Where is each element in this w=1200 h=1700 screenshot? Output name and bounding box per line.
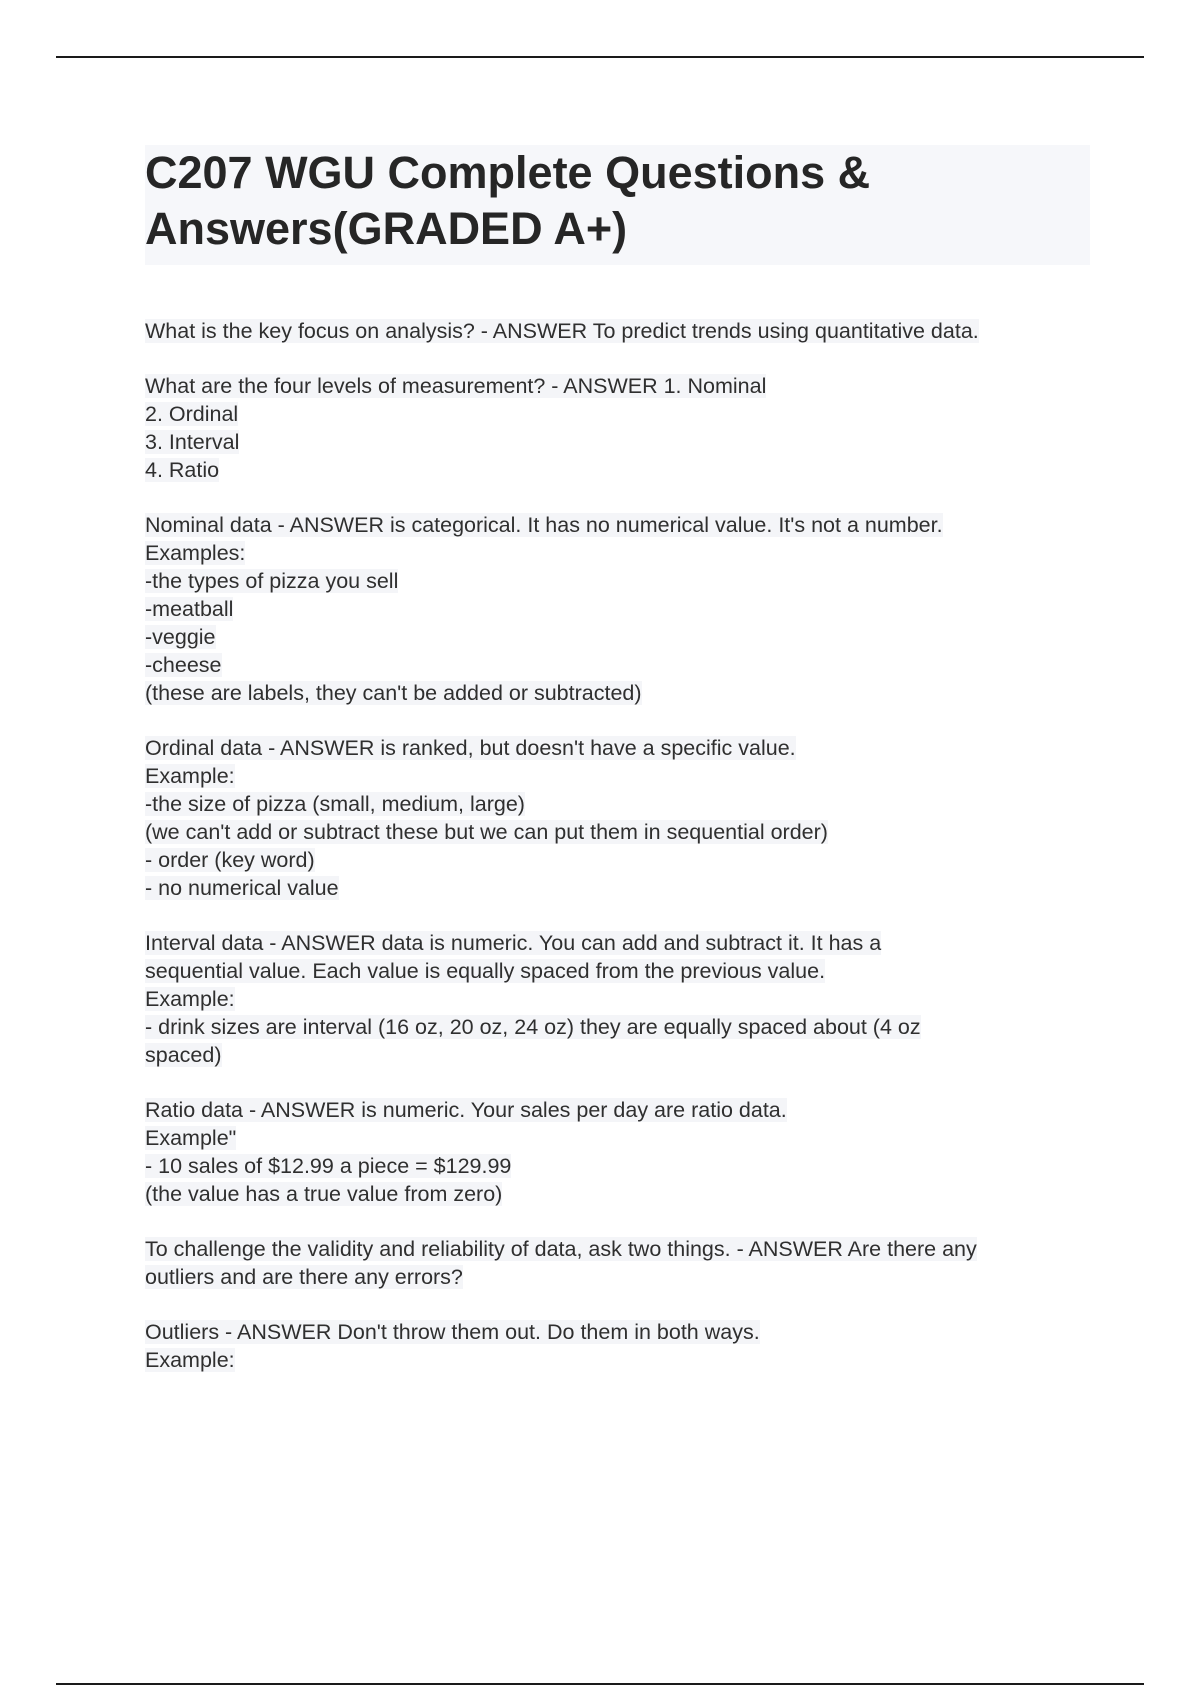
qa-line: Example: xyxy=(145,1348,235,1372)
bottom-rule xyxy=(56,1683,1144,1685)
qa-line: To challenge the validity and reliability of data, ask two things. - ANSWER Are there any xyxy=(145,1237,977,1261)
qa-line: Example" xyxy=(145,1126,237,1150)
qa-line: Example: xyxy=(145,987,235,1011)
qa-line: Interval data - ANSWER data is numeric. You can add and subtract it. It has a xyxy=(145,931,882,955)
qa-line: Ratio data - ANSWER is numeric. Your sales per day are ratio data. xyxy=(145,1098,787,1122)
qa-block-key-focus xyxy=(145,317,1090,345)
qa-line: -cheese xyxy=(145,653,222,677)
qa-line: What is the key focus on analysis? - ANSWER To predict trends using quantitative data. xyxy=(145,319,979,343)
qa-line: - drink sizes are interval (16 oz, 20 oz, 24 oz) they are equally spaced about (4 oz xyxy=(145,1015,921,1039)
qa-block-interval xyxy=(145,929,1090,1069)
qa-line: 2. Ordinal xyxy=(145,402,239,426)
qa-line: (we can't add or subtract these but we can put them in sequential order) xyxy=(145,820,828,844)
qa-line: -the size of pizza (small, medium, large) xyxy=(145,792,525,816)
qa-line: - 10 sales of $12.99 a piece = $129.99 xyxy=(145,1154,512,1178)
qa-line: -meatball xyxy=(145,597,234,621)
title-block xyxy=(145,145,1090,265)
qa-line: Example: xyxy=(145,764,235,788)
qa-line: spaced) xyxy=(145,1043,222,1067)
qa-line: - no numerical value xyxy=(145,876,339,900)
qa-line: - order (key word) xyxy=(145,848,315,872)
qa-block-ordinal xyxy=(145,734,1090,902)
qa-block-levels xyxy=(145,372,1090,484)
qa-block-ratio xyxy=(145,1096,1090,1208)
qa-line: Ordinal data - ANSWER is ranked, but doesn't have a specific value. xyxy=(145,736,796,760)
page-title: C207 WGU Complete Questions & Answers(GRADED A+) xyxy=(145,147,871,254)
qa-block-validity xyxy=(145,1235,1090,1291)
qa-line: Outliers - ANSWER Don't throw them out. Do them in both ways. xyxy=(145,1320,760,1344)
qa-line: (these are labels, they can't be added or subtracted) xyxy=(145,681,642,705)
qa-line: 3. Interval xyxy=(145,430,240,454)
document-body xyxy=(145,145,1090,1401)
qa-line: (the value has a true value from zero) xyxy=(145,1182,503,1206)
qa-line: outliers and are there any errors? xyxy=(145,1265,463,1289)
qa-block-outliers xyxy=(145,1318,1090,1374)
qa-line: sequential value. Each value is equally spaced from the previous value. xyxy=(145,959,826,983)
qa-line: -veggie xyxy=(145,625,216,649)
qa-line: What are the four levels of measurement? - ANSWER 1. Nominal xyxy=(145,374,767,398)
qa-line: -the types of pizza you sell xyxy=(145,569,399,593)
qa-block-nominal xyxy=(145,511,1090,707)
qa-line: 4. Ratio xyxy=(145,458,220,482)
qa-line: Examples: xyxy=(145,541,246,565)
qa-line: Nominal data - ANSWER is categorical. It has no numerical value. It's not a number. xyxy=(145,513,943,537)
top-rule xyxy=(56,56,1144,58)
